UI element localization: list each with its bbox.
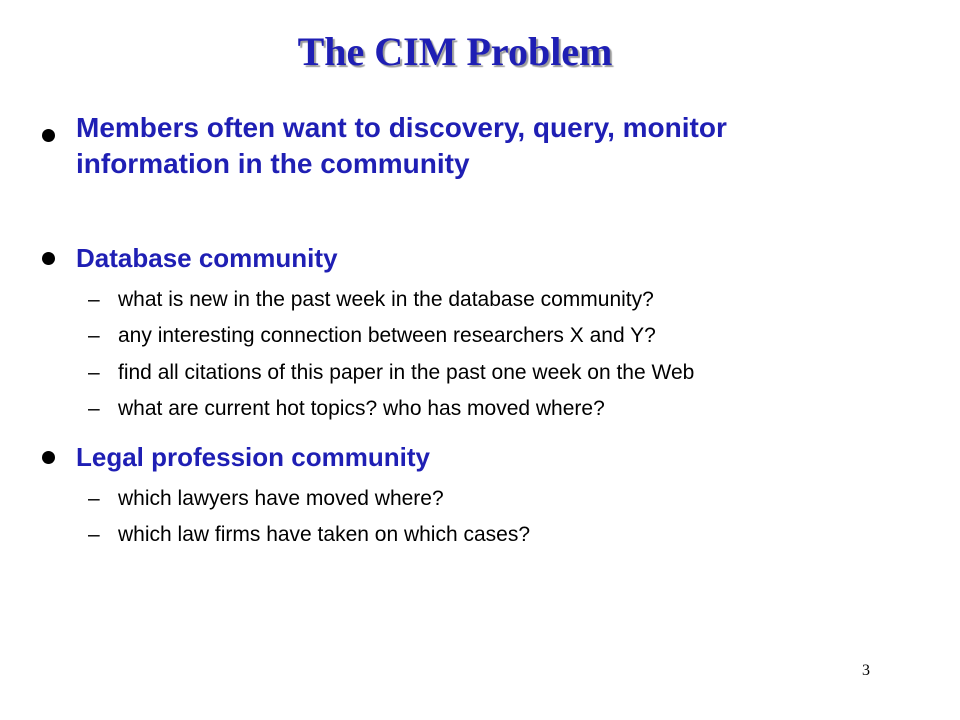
dash-icon: – [88, 523, 100, 546]
dash-icon: – [88, 288, 100, 311]
bullet-dot-icon [42, 129, 55, 142]
dash-icon: – [88, 487, 100, 510]
subitem-text: which lawyers have moved where? [118, 487, 444, 510]
page-number: 3 [862, 662, 870, 679]
dash-icon: – [88, 324, 100, 347]
bullet-text-legal-profession: Legal profession community [76, 442, 430, 472]
bullet-text-members-line2: information in the community [76, 148, 470, 179]
bullet-text-database-community: Database community [76, 243, 338, 273]
subitem-text: which law firms have taken on which cases? [118, 523, 531, 546]
subitem-text: any interesting connection between researchers X and Y? [118, 324, 656, 347]
dash-icon: – [88, 397, 100, 420]
subitem-text: find all citations of this paper in the past one week on the Web [118, 361, 695, 384]
dash-icon: – [88, 361, 100, 384]
slide-title: The CIM Problem [297, 29, 613, 74]
bullet-dot-icon [42, 451, 55, 464]
subitem-text: what is new in the past week in the database community? [118, 288, 654, 311]
bullet-dot-icon [42, 252, 55, 265]
bullet-text-members-line1: Members often want to discovery, query, monitor [76, 112, 727, 143]
subitem-text: what are current hot topics? who has moved where? [118, 397, 605, 420]
